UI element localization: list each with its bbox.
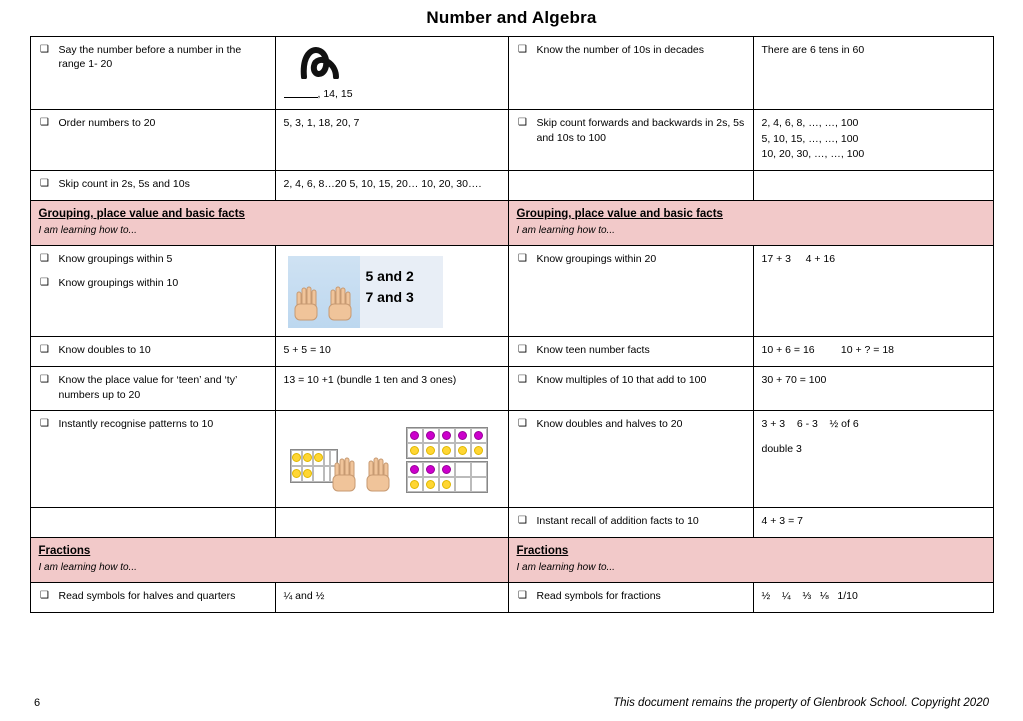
- blank-underline: [284, 87, 318, 98]
- hands-five-and-two-image: [288, 256, 443, 328]
- objective-label: Order numbers to 20: [58, 117, 156, 130]
- objective-cell: [508, 507, 753, 537]
- objective-cell: [30, 110, 275, 171]
- example-cell: [753, 367, 993, 410]
- section-subtitle: I am learning how to...: [516, 561, 615, 573]
- objective-label: Read symbols for halves and quarters: [58, 590, 236, 603]
- example-line: ½ ¼ ⅓ ⅛ 1/10: [761, 590, 858, 603]
- checkbox-icon[interactable]: ❑: [518, 117, 527, 129]
- objective-cell: [30, 37, 275, 110]
- checkbox-icon[interactable]: ❑: [518, 417, 527, 429]
- example-cell: [275, 37, 508, 110]
- example-line: There are 6 tens in 60: [761, 44, 865, 56]
- objective-cell: [508, 337, 753, 367]
- curriculum-table: [30, 36, 994, 613]
- example-line: double 3: [761, 443, 802, 456]
- image-caption: [366, 266, 414, 308]
- example-line: 17 + 3 4 + 16: [761, 253, 836, 266]
- objective-label: Read symbols for fractions: [536, 590, 661, 603]
- section-subtitle: I am learning how to...: [38, 224, 137, 236]
- hand-icon: [364, 451, 392, 495]
- table-row: [30, 110, 993, 171]
- objective-label: Skip count in 2s, 5s and 10s: [58, 178, 190, 190]
- example-line: 5, 3, 1, 18, 20, 7: [283, 117, 360, 130]
- objective-cell: [30, 171, 275, 201]
- table-row: [30, 246, 993, 337]
- table-row: [30, 583, 993, 613]
- example-line: 5, 10, 15, …, …, 100: [761, 132, 859, 145]
- list-item[interactable]: [517, 343, 745, 357]
- example-cell: [275, 583, 508, 613]
- ten-frame-yellow-left: [290, 449, 338, 483]
- checkbox-icon[interactable]: ❑: [518, 344, 527, 356]
- objective-cell: [508, 110, 753, 171]
- example-line: 4 + 3 = 7: [761, 514, 803, 527]
- objective-cell-empty: [30, 507, 275, 537]
- example-cell: [275, 337, 508, 367]
- checkbox-icon[interactable]: ❑: [40, 117, 49, 129]
- section-row: [30, 201, 993, 246]
- document-page: [0, 8, 1023, 721]
- page-number: 6: [34, 697, 41, 709]
- checkbox-icon[interactable]: ❑: [518, 590, 527, 602]
- section-header-right: [508, 201, 993, 246]
- section-subtitle: I am learning how to...: [516, 224, 615, 236]
- objective-label: Know groupings within 5: [58, 253, 173, 266]
- checkbox-icon[interactable]: ❑: [518, 253, 527, 265]
- example-line: 10, 20, 30, …, …, 100: [761, 147, 865, 160]
- section-header-left: [30, 201, 508, 246]
- list-item[interactable]: [39, 116, 267, 130]
- list-item[interactable]: [39, 589, 267, 603]
- objective-cell: [508, 367, 753, 410]
- objective-label: Skip count forwards and backwards in 2s, 5s and 10s to 100: [536, 117, 745, 144]
- example-cell: [275, 367, 508, 410]
- copyright-notice: This document remains the property of Glenbrook School. Copyright 2020: [613, 697, 989, 709]
- example-line: 5 + 5 = 10: [283, 344, 331, 357]
- example-line: 3 + 3 6 - 3 ½ of 6: [761, 417, 859, 430]
- section-title: Fractions: [516, 545, 569, 558]
- example-cell: [753, 337, 993, 367]
- list-item[interactable]: [517, 589, 745, 603]
- checkbox-icon[interactable]: ❑: [40, 374, 49, 386]
- example-line: 30 + 70 = 100: [761, 374, 827, 387]
- example-cell-empty: [275, 507, 508, 537]
- checkbox-icon[interactable]: ❑: [40, 590, 49, 602]
- objective-cell: [30, 246, 275, 337]
- ten-frame-magenta-top: [406, 427, 488, 459]
- list-item[interactable]: [39, 343, 267, 357]
- section-header-right: [508, 538, 993, 583]
- section-title: Grouping, place value and basic facts: [516, 208, 723, 221]
- table-row: [30, 37, 993, 110]
- checkbox-icon[interactable]: ❑: [40, 277, 49, 289]
- example-cell: [753, 410, 993, 507]
- example-cell: [753, 110, 993, 171]
- table-row: [30, 507, 993, 537]
- objective-cell: [508, 410, 753, 507]
- list-item[interactable]: [39, 373, 267, 401]
- example-cell-empty: [753, 171, 993, 201]
- table-row: [30, 410, 993, 507]
- list-item[interactable]: [517, 417, 745, 431]
- objective-label: Know groupings within 10: [58, 277, 179, 290]
- example-line: 10 + 6 = 16 10 + ? = 18: [761, 344, 895, 357]
- checkbox-icon[interactable]: ❑: [518, 514, 527, 526]
- checkbox-icon[interactable]: ❑: [518, 44, 527, 55]
- objective-label: Know groupings within 20: [536, 253, 657, 266]
- hand-icon: [294, 280, 322, 324]
- list-item[interactable]: [39, 43, 267, 71]
- example-cell: [753, 246, 993, 337]
- image-caption-line2: 7 and 3: [365, 289, 414, 306]
- list-item[interactable]: [517, 514, 745, 528]
- hand-icon: [332, 451, 360, 495]
- table-body: [30, 37, 993, 613]
- objective-label: Know the place value for ‘teen’ and ‘ty’ numbers up to 20: [58, 374, 237, 401]
- example-cell: [275, 410, 508, 507]
- section-subtitle: I am learning how to...: [38, 561, 137, 573]
- example-line: 13 = 10 +1 (bundle 1 ten and 3 ones): [283, 374, 457, 387]
- objective-cell: [30, 337, 275, 367]
- checkbox-icon[interactable]: ❑: [518, 374, 527, 386]
- objective-label: Know multiples of 10 that add to 100: [536, 374, 707, 387]
- objective-cell: [508, 583, 753, 613]
- list-item[interactable]: [517, 43, 745, 57]
- objective-label: Know doubles to 10: [58, 344, 151, 357]
- objective-cell: [508, 246, 753, 337]
- objective-label: Say the number before a number in the range 1- 20: [58, 44, 242, 71]
- hand-icon: [326, 280, 354, 324]
- objective-label: Know teen number facts: [536, 344, 650, 357]
- checkbox-icon[interactable]: ❑: [40, 253, 49, 265]
- objective-cell: [508, 37, 753, 110]
- list-item[interactable]: [39, 177, 267, 191]
- list-item[interactable]: [39, 276, 267, 290]
- example-line: 2, 4, 6, 8, …, …, 100: [761, 117, 859, 130]
- objective-label: Know the number of 10s in decades: [536, 44, 705, 56]
- example-cell: [275, 246, 508, 337]
- example-line: ¼ and ½: [283, 590, 325, 603]
- list-item[interactable]: [39, 252, 267, 266]
- objective-cell: [30, 367, 275, 410]
- list-item[interactable]: [517, 252, 745, 266]
- checkbox-icon[interactable]: ❑: [40, 344, 49, 356]
- table-row: [30, 171, 993, 201]
- checkbox-icon[interactable]: ❑: [40, 178, 49, 189]
- list-item[interactable]: [39, 417, 267, 431]
- objective-cell: [30, 583, 275, 613]
- objective-cell-empty: [508, 171, 753, 201]
- image-caption-line1: 5 and 2: [365, 268, 414, 285]
- section-header-left: [30, 538, 508, 583]
- table-row: [30, 367, 993, 410]
- example-cell: [275, 110, 508, 171]
- objective-cell: [30, 410, 275, 507]
- objective-label: Instant recall of addition facts to 10: [536, 514, 699, 527]
- list-item[interactable]: [517, 116, 745, 144]
- ten-frames-patterns-image: [288, 421, 493, 499]
- page-footer: [0, 697, 1023, 709]
- table-row: [30, 337, 993, 367]
- checkbox-icon[interactable]: ❑: [40, 44, 49, 55]
- objective-label: Instantly recognise patterns to 10: [58, 417, 214, 430]
- example-caption-text: , 14, 15: [317, 88, 353, 101]
- example-cell: [275, 171, 508, 201]
- example-cell: [753, 507, 993, 537]
- example-caption: [284, 87, 500, 101]
- example-cell: [753, 583, 993, 613]
- page-title: Number and Algebra: [426, 8, 597, 27]
- list-item[interactable]: [517, 373, 745, 387]
- example-line: 2, 4, 6, 8…20 5, 10, 15, 20… 10, 20, 30….: [283, 178, 482, 190]
- section-title: Fractions: [38, 545, 91, 558]
- curve-number-image: [298, 45, 342, 79]
- objective-label: Know doubles and halves to 20: [536, 417, 683, 430]
- example-cell: [753, 37, 993, 110]
- section-title: Grouping, place value and basic facts: [38, 208, 245, 221]
- example-line-spacer: [762, 432, 985, 442]
- checkbox-icon[interactable]: ❑: [40, 417, 49, 429]
- section-row: [30, 538, 993, 583]
- ten-frame-magenta-bottom: [406, 461, 488, 493]
